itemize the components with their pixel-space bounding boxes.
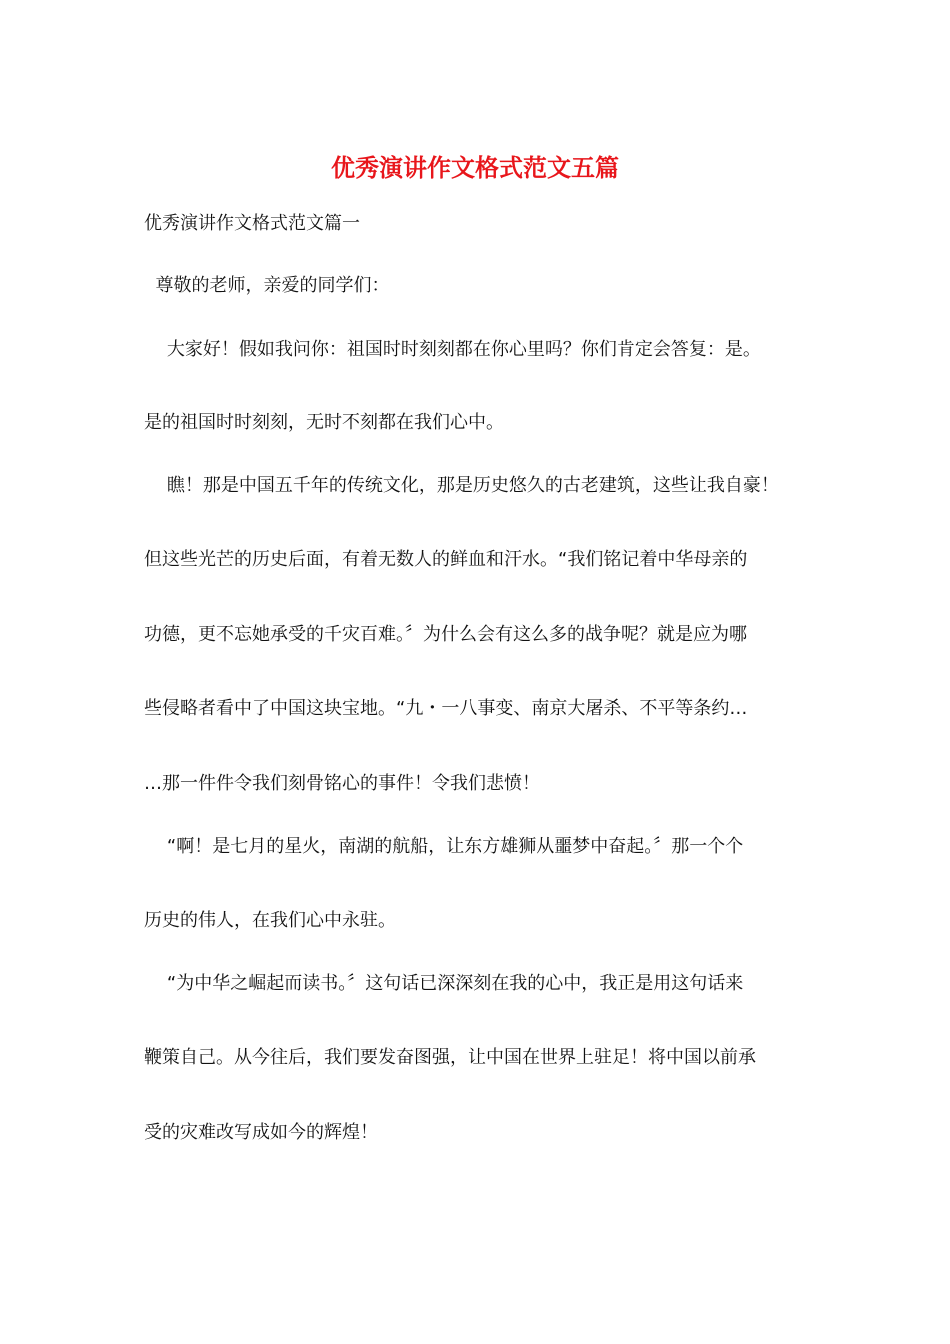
section-heading: 优秀演讲作文格式范文篇一 — [144, 213, 360, 234]
paragraph-line: 瞧！那是中国五千年的传统文化，那是历史悠久的古老建筑，这些让我自豪！ — [144, 475, 779, 496]
paragraph-line: “为中华之崛起而读书。〞这句话已深深刻在我的心中，我正是用这句话来 — [144, 973, 744, 994]
salutation: 尊敬的老师，亲爱的同学们： — [144, 275, 390, 296]
paragraph-line: 受的灾难改写成如今的辉煌！ — [144, 1122, 378, 1143]
paragraph-line: 功德，更不忘她承受的千灾百难。〞为什么会有这么多的战争呢？就是应为哪 — [144, 624, 747, 645]
document-title: 优秀演讲作文格式范文五篇 — [331, 153, 619, 182]
paragraph-line: “啊！是七月的星火，南湖的航船，让东方雄狮从噩梦中奋起。〞那一个个 — [144, 836, 744, 857]
paragraph-line: 是的祖国时时刻刻，无时不刻都在我们心中。 — [144, 412, 504, 433]
paragraph-line: …那一件件令我们刻骨铭心的事件！令我们悲愤！ — [144, 773, 540, 794]
paragraph-line: 鞭策自己。从今往后，我们要发奋图强，让中国在世界上驻足！将中国以前承 — [144, 1047, 756, 1068]
paragraph-line: 历史的伟人，在我们心中永驻。 — [144, 910, 396, 931]
paragraph-line: 大家好！假如我问你：祖国时时刻刻都在你心里吗？你们肯定会答复：是。 — [144, 339, 761, 360]
paragraph-line: 但这些光芒的历史后面，有着无数人的鲜血和汗水。“我们铭记着中华母亲的 — [144, 549, 748, 570]
paragraph-line: 些侵略者看中了中国这块宝地。“九・一八事变、南京大屠杀、不平等条约… — [144, 698, 748, 719]
